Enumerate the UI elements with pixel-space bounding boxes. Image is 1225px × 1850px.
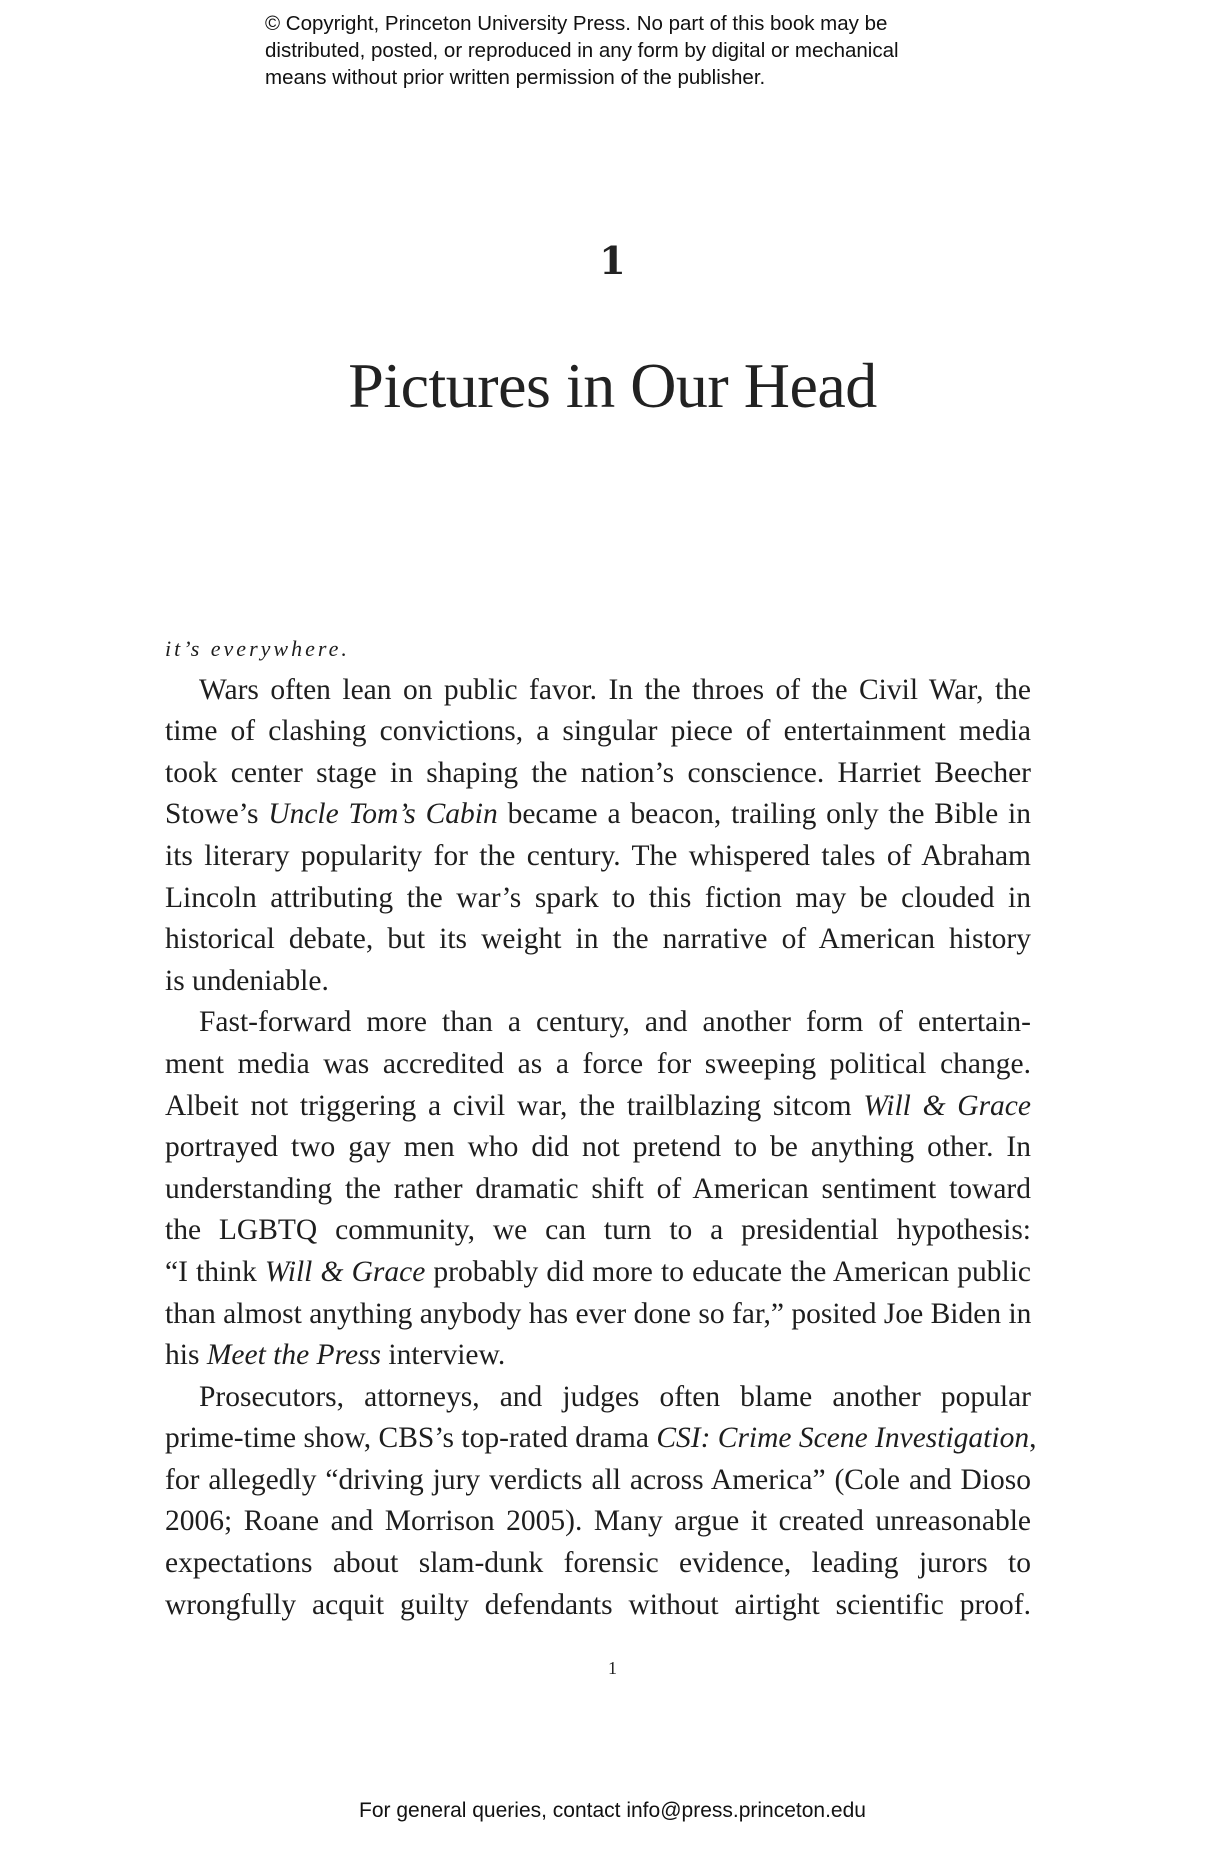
text-line: expectations about slam-dunk forensic evidence, leading jurors to — [165, 1547, 1031, 1580]
text-line: Lincoln attributing the war’s spark to this fiction may be clouded in — [165, 881, 1031, 914]
chapter-body — [165, 628, 1037, 1626]
text-line: is undeniable. — [165, 964, 329, 997]
text-run: prime-time show, CBS’s top-rated drama — [165, 1422, 657, 1455]
text-line: understanding the rather dramatic shift of American sentiment toward — [165, 1172, 1031, 1205]
text-line: for allegedly “driving jury verdicts all across America” (Cole and Dioso — [165, 1463, 1031, 1496]
text-line — [165, 1335, 1031, 1377]
text-run: , — [1029, 1422, 1037, 1455]
copyright-line: © Copyright, Princeton University Press. No part of this book may be — [265, 12, 888, 35]
text-run: his — [165, 1339, 207, 1372]
text-line: than almost anything anybody has ever done so far,” posited Joe Biden in — [165, 1297, 1032, 1330]
page-number: 1 — [608, 1658, 617, 1678]
text-run: Stowe’s — [165, 798, 269, 831]
text-line: the LGBTQ community, we can turn to a presidential hypothesis: — [165, 1214, 1031, 1247]
text-run: interview. — [381, 1339, 506, 1372]
chapter-number: 1 — [599, 238, 626, 283]
text-line: took center stage in shaping the nation’s conscience. Harriet Beecher — [165, 756, 1031, 789]
text-run: became a beacon, trailing only the Bible in — [497, 798, 1031, 831]
text-line: time of clashing convictions, a singular piece of entertainment media — [165, 715, 1031, 748]
show-title: Meet the Press — [206, 1339, 382, 1372]
text-line: ment media was accredited as a force for sweeping political change. — [165, 1047, 1031, 1080]
contact-footer: For general queries, contact info@press.princeton.edu — [359, 1799, 866, 1822]
lead-in: it’s everywhere. — [165, 636, 350, 661]
text-line: wrongfully acquit guilty defendants without airtight scientific proof. — [165, 1588, 1031, 1621]
text-line: historical debate, but its weight in the narrative of American history — [165, 923, 1031, 956]
text-line: Fast-forward more than a century, and another form of entertain- — [199, 1006, 1031, 1039]
text-run: probably did more to educate the American public — [425, 1255, 1031, 1288]
text-run: Albeit not triggering a civil war, the trailblazing sitcom — [165, 1089, 864, 1122]
chapter-title: Pictures in Our Head — [348, 350, 877, 421]
show-title: Will & Grace — [264, 1255, 426, 1288]
text-line: 2006; Roane and Morrison 2005). Many argue it created unreasonable — [165, 1505, 1031, 1538]
text-line — [165, 1418, 1037, 1460]
text-line: Prosecutors, attorneys, and judges often blame another popular — [199, 1380, 1031, 1413]
text-line — [165, 1252, 1031, 1294]
book-title: Uncle Tom’s Cabin — [268, 798, 498, 831]
text-line: Wars often lean on public favor. In the throes of the Civil War, the — [199, 673, 1031, 706]
show-title: CSI: Crime Scene Investigation — [656, 1422, 1030, 1455]
show-title: Will & Grace — [863, 1089, 1031, 1122]
copyright-notice — [265, 10, 1025, 91]
text-run: “I think — [165, 1255, 265, 1288]
text-line: portrayed two gay men who did not pretend to be anything other. In — [165, 1131, 1031, 1164]
copyright-line: distributed, posted, or reproduced in any form by digital or mechanical — [265, 39, 899, 62]
text-line — [165, 1086, 1031, 1128]
text-line — [165, 794, 1031, 836]
copyright-line: means without prior written permission of the publisher. — [265, 66, 766, 89]
text-line: its literary popularity for the century. The whispered tales of Abraham — [165, 839, 1031, 872]
